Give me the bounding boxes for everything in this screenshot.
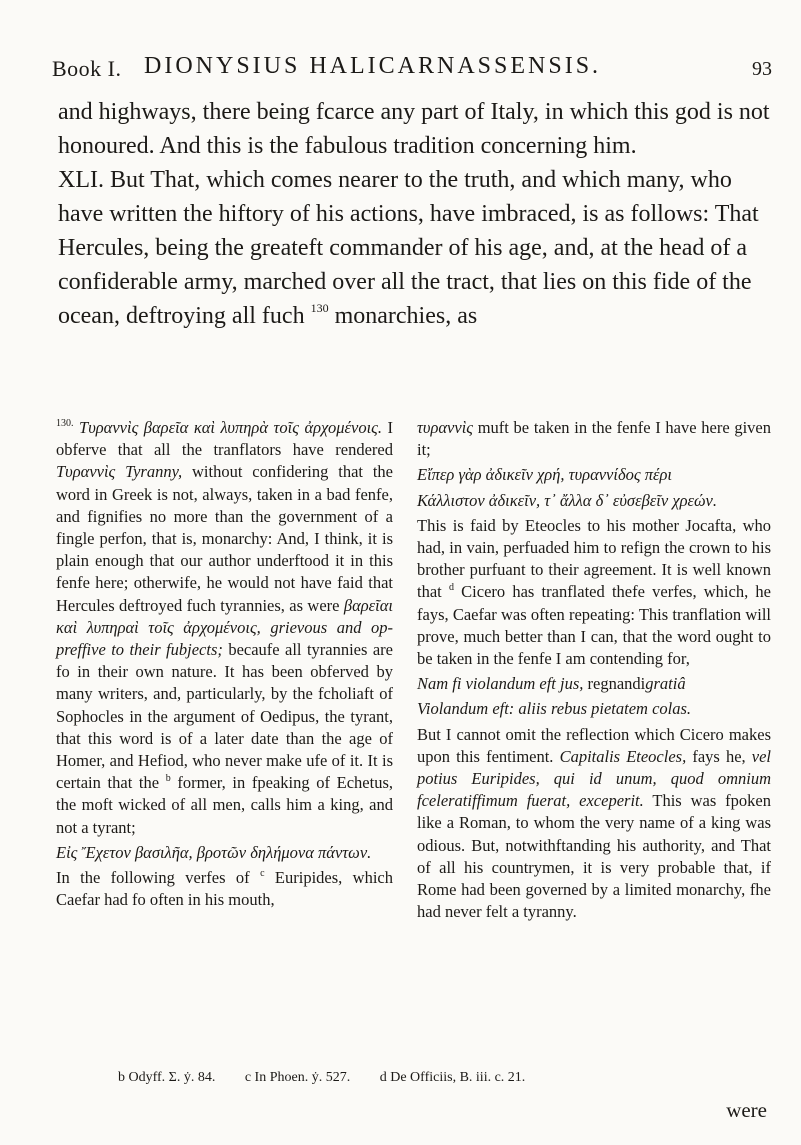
running-title: DIONYSIUS HALICARNASSENSIS. [144, 53, 602, 79]
greek-phrase: βαρεῖαι καὶ λυπηραὶ τοῖς ἀρχομένοις, [56, 595, 394, 637]
footnote-130-continued [417, 417, 771, 923]
page-number: 93 [752, 58, 772, 80]
greek-quotation-line-2: Κάλλιστον ἀδικεῖν, τ᾽ ἄλλα δ᾽ εὐσεβεῖν χρεών. [417, 490, 717, 510]
latin-quote: vel potius Euripides, qui id unum, quod omnium fceleratiffimum fuerat, exceperit. [417, 746, 772, 811]
footnote-references [118, 1069, 772, 1087]
footnote-text: becaufe all tyrannies are fo in their own nature. It has been obferved by many writers, and, particularly, by the fcholiaft of Sophocles in the argument of Oedipus, the tyrant, that this word is of a later date than the age of Homer, and Hefiod, who never make ufe of it. It is certain that the [56, 640, 393, 793]
footnote-marker-130[interactable]: 130 [310, 301, 329, 315]
reference-d: d De Officiis, B. iii. c. 21. [379, 1070, 526, 1085]
footnote-text: without confidering that the word in Greek is not, always, taken in a bad fenfe, and fignifies no more than the government of a fingle perfon, that is, monarchy: And, I think, it is plain enough that our author underftood it in this fenfe here; otherwife, he would not have faid that Hercules deftroyed fuch tyrannies, as were [56, 462, 394, 615]
footnote-column-right [417, 417, 771, 923]
main-text [58, 95, 770, 333]
footnote-text: But I cannot omit the reflection which Cicero makes upon this fentiment. [417, 724, 771, 766]
reference-b: b Odyff. Σ. ẏ. 84. [118, 1070, 216, 1085]
footnote-text: Cicero has tranflated thefe verfes, which, he fays, Caefar was often repeating: This tranflation will prove, much better than I can, that the word ought to be taken in the fenfe I am contending for, [417, 582, 771, 669]
greek-quotation-odyssey: Εἰς Ἔχετον βασιλῆα, βροτῶν δηλήμονα πάντων. [56, 842, 372, 862]
running-header [52, 52, 772, 86]
main-paragraph-1: and highways, there being fcarce any part of Italy, in which this god is not honoured. And this is the fabulous tradition concerning him. [58, 99, 770, 159]
main-paragraph-2-text: XLI. But That, which comes nearer to the truth, and which many, who have written the hiftory of his actions, have imbraced, is as follows: That Hercules, being the greateft commander of his age, and, at the head of a confiderable army, marched over all the tract, that lies on this fide of the ocean, deftroying all fuch [58, 167, 759, 329]
greek-word: Τυραννὶς [56, 462, 116, 482]
italic-word: Tyranny, [125, 462, 183, 482]
footnote-column-left [56, 417, 393, 911]
footnote-number: 130. [56, 418, 74, 429]
book-label: Book I. [52, 56, 122, 81]
footnote-text: former, in fpeaking of Echetus, the moft wicked of all men, calls him a king, and not a tyrant; [56, 773, 393, 837]
footnote-text: This was fpoken like a Roman, to whom the very name of a king was odious. But, notwithftanding his authority, and That of all his countrymen, it is very probable that, if Rome had been governed by a limited monarchy, fhe had never felt a tyranny. [417, 791, 771, 922]
footnote-text: Euripides, which Caefar had fo often in his mouth, [56, 868, 393, 910]
reference-marker-d[interactable]: d [448, 582, 454, 594]
latin-quote: Capitalis Eteocles, [559, 746, 687, 766]
reference-c: c In Phoen. ẏ. 527. [244, 1070, 351, 1085]
footnote-text: I obferve that all the tranflators have rendered [56, 418, 393, 460]
footnote-text: This is faid by Eteocles to his mother Jocafta, who had, in vain, perfuaded him to refign the crown to his brother purfuant to their agreement. It is well known that [417, 515, 771, 602]
main-paragraph-2-end: monarchies, as [334, 303, 478, 329]
greek-lemma: Τυραννὶς βαρεῖα καὶ λυπηρὰ τοῖς ἀρχομένοις. [79, 418, 382, 437]
footnote-text: fays he, [692, 746, 746, 766]
footnote-text: muft be taken in the fenfe I have here given it; [417, 418, 771, 460]
catchword: were [726, 1098, 767, 1122]
footnote-text: In the following verfes of [56, 868, 250, 888]
greek-quotation-line-1: Εἴπερ γὰρ ἀδικεῖν χρή, τυραννίδος πέρι [417, 465, 672, 485]
reference-marker-c[interactable]: c [260, 868, 265, 880]
footnote-130 [56, 417, 393, 911]
greek-word: τυραννὶς [417, 418, 473, 437]
latin-verse-line-2: Violandum eft: aliis rebus pietatem colas. [417, 699, 692, 719]
main-paragraph-2 [58, 163, 770, 333]
reference-marker-b[interactable]: b [165, 773, 171, 785]
latin-verse-line-1: Nam fi violandum eft jus, regnandigratiâ [417, 674, 686, 694]
italic-phrase: grievous and oppreffive to their fubjects; [56, 617, 394, 660]
